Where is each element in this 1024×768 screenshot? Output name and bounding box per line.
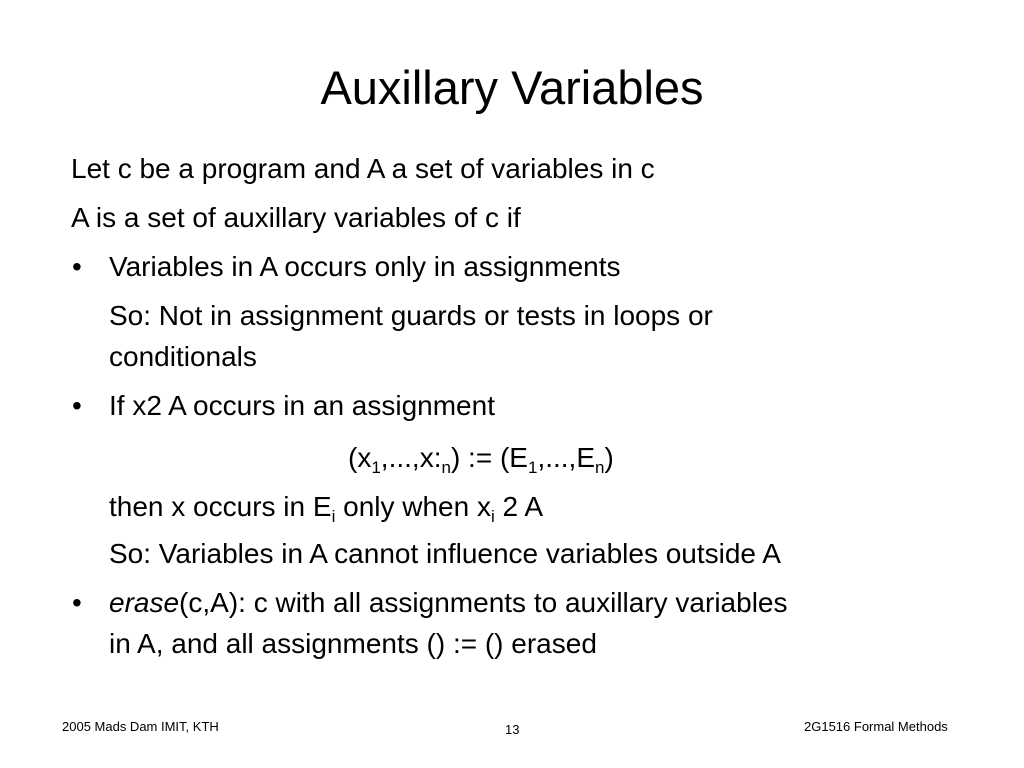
equation-subscript: 1 [527,458,538,477]
erase-keyword: erase [109,587,180,618]
bullet-item-3-text: (c,A): c with all assignments to auxillary variables [179,587,788,618]
then-subscript: i [490,507,495,526]
bullet-item-3 [109,585,788,621]
then-part: 2 A [494,491,544,522]
then-part: only when x [335,491,491,522]
equation-subscript: n [441,458,451,477]
then-part: then x occurs in E [109,491,332,522]
bullet-item-1-note-line-2: conditionals [109,341,257,372]
bullet-item-1: Variables in A occurs only in assignments [109,251,621,282]
equation-part: ) [604,442,614,473]
equation-part: ,...,x: [380,442,442,473]
footer-page-number: 13 [505,722,520,737]
assignment-equation [348,440,614,476]
bullet-marker-3: • [72,587,82,618]
equation-subscript: n [595,458,605,477]
bullet-item-2: If x2 A occurs in an assignment [109,390,495,421]
intro-line-1: Let c be a program and A a set of variables in c [71,153,655,184]
equation-part: ,...,E [537,442,596,473]
slide-title: Auxillary Variables [320,61,704,114]
footer-right: 2G1516 Formal Methods [804,719,948,734]
footer-left: 2005 Mads Dam IMIT, KTH [62,719,219,734]
then-subscript: i [331,507,336,526]
bullet-item-3-continuation: in A, and all assignments () := () erased [109,628,597,659]
then-clause [109,489,543,525]
bullet-item-2-note: So: Variables in A cannot influence variables outside A [109,538,781,569]
equation-part: (x [348,442,372,473]
equation-part: ) := (E [450,442,528,473]
equation-subscript: 1 [371,458,381,477]
bullet-item-1-note-line-1: So: Not in assignment guards or tests in loops or [109,300,713,331]
intro-line-2: A is a set of auxillary variables of c if [71,202,521,233]
bullet-marker-2: • [72,390,82,421]
bullet-marker-1: • [72,251,82,282]
